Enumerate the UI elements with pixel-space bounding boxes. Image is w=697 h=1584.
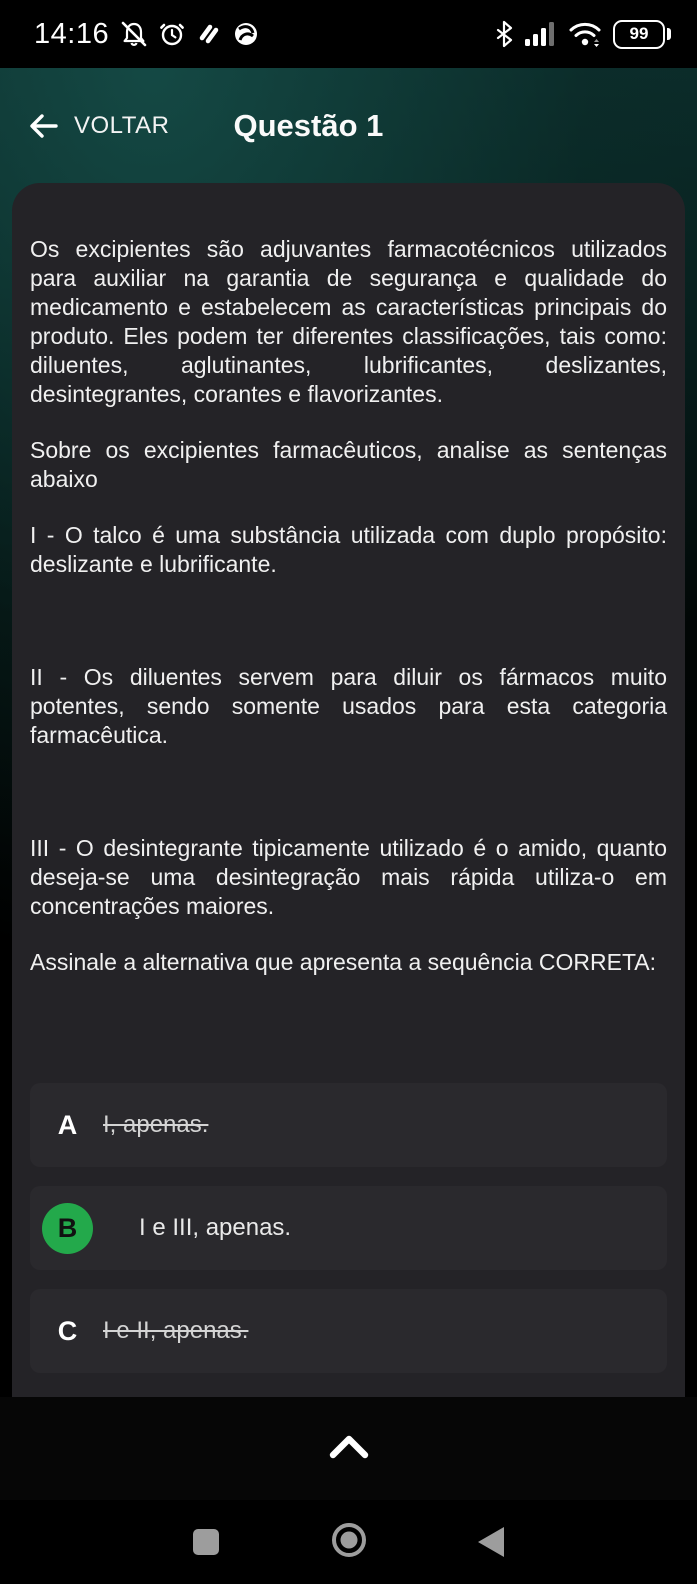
option-a[interactable] (30, 1083, 667, 1167)
question-intro: Os excipientes são adjuvantes farmacotécnicos utilizados para auxiliar na garantia de segurança e qualidade do medicamento e estabelecem as características principais do produto. Eles podem ter diferentes classificações, tais como: diluentes, aglutinantes, lubrificantes, deslizantes, desintegrantes, corantes e flavorizantes. (30, 236, 667, 407)
option-c[interactable] (30, 1289, 667, 1373)
home-circle-icon (330, 1521, 368, 1564)
back-button[interactable] (28, 112, 169, 140)
bluetooth-icon (495, 20, 513, 48)
battery-level: 99 (613, 20, 665, 49)
signal-bars-icon (523, 20, 557, 48)
status-bar (0, 0, 697, 68)
page-title: Questão 1 (233, 107, 384, 143)
battery-indicator (613, 20, 671, 49)
status-icons-left (119, 19, 261, 49)
statement-3: III - O desintegrante tipicamente utilizado é o amido, quanto deseja-se uma desintegração mais rápida utiliza-o em concentrações maiores. (30, 835, 667, 919)
question-final-instruction: Assinale a alternativa que apresenta a sequência CORRETA: (30, 949, 657, 975)
back-triangle-icon (478, 1527, 504, 1557)
home-button[interactable] (329, 1522, 369, 1562)
question-prompt: Sobre os excipientes farmacêuticos, analise as sentenças abaixo (30, 437, 667, 492)
option-a-text: I, apenas. (103, 1111, 209, 1138)
app-circle-icon (231, 19, 261, 49)
bell-muted-icon (119, 19, 149, 49)
app-header (0, 68, 697, 183)
app-background (0, 68, 697, 1397)
statement-1: I - O talco é uma substância utilizada com duplo propósito: deslizante e lubrificante. (30, 522, 667, 577)
bottom-bar (0, 1397, 697, 1500)
android-nav-bar (0, 1500, 697, 1584)
scroll-up-button[interactable] (309, 1419, 389, 1479)
option-b-letter selected-badge: B (42, 1203, 93, 1254)
wifi-icon (567, 19, 603, 49)
spacer (30, 606, 667, 663)
back-label: VOLTAR (74, 111, 170, 139)
spacer (30, 1004, 667, 1083)
status-icons-right (495, 19, 671, 49)
arrow-left-icon (28, 112, 60, 140)
back-nav-button[interactable] (471, 1522, 511, 1562)
question-text (30, 235, 667, 977)
option-b-text: I e III, apenas. (139, 1214, 292, 1241)
statement-2: II - Os diluentes servem para diluir os fármacos muito potentes, sendo somente usados para esta categoria farmacêutica. (30, 664, 667, 748)
option-c-text: I e II, apenas. (103, 1317, 249, 1344)
option-b[interactable] (30, 1186, 667, 1270)
recents-square-icon (193, 1529, 219, 1555)
recents-button[interactable] (186, 1522, 226, 1562)
clock: 14:16 (34, 17, 110, 50)
chevron-up-icon (327, 1431, 371, 1466)
dnd-icon (195, 19, 223, 49)
spacer (30, 777, 667, 834)
option-a-letter: A (57, 1109, 78, 1140)
alarm-icon (157, 19, 187, 49)
battery-nub (667, 28, 671, 40)
option-c-letter: C (57, 1315, 78, 1346)
question-card (12, 183, 685, 1397)
